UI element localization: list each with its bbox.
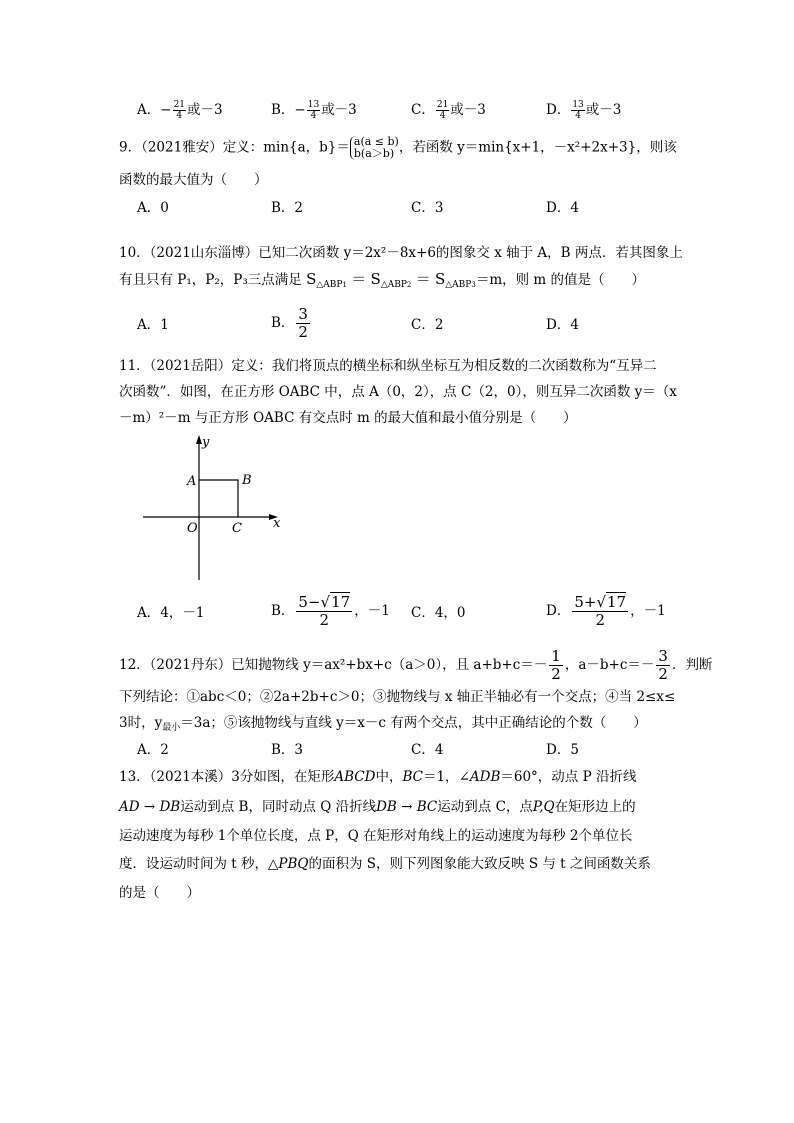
label-b: B	[242, 473, 252, 488]
q9-option-a: A．0	[137, 200, 169, 216]
q13-line4: 度．设运动时间为 t 秒，△PBQ的面积为 S，则下列图象能大致反映 S 与 t 之间函数关系	[119, 856, 651, 872]
q12-option-c: C．4	[411, 742, 444, 758]
fraction: $\frac{5+√17}{2}$	[574, 593, 627, 629]
q13-line2: AD → DB运动到点 B，同时动点 Q 沿折线DB → BC运动到点 C，点P,Q在矩形边上的	[119, 799, 636, 815]
q9-option-c: C．3	[411, 200, 444, 216]
q12-line1: 12．（2021丹东）已知抛物线 y＝ax²+bx+c（a＞0），且 a+b+c＝－ $\frac{1}{2}$ ，a－b+c＝－ $\frac{3}{2}$ ．判断	[119, 647, 713, 683]
q8-option-c: C． $\frac{21}{4}$ 或－3	[411, 100, 486, 121]
fraction: $\frac{3}{2}$	[298, 305, 308, 341]
q11-line3: －m）²－m 与正方形 OABC 有交点时 m 的最大值和最小值分别是（ ）	[119, 410, 577, 426]
q11-line2: 次函数”．如图，在正方形 OABC 中，点 A（0，2），点 C（2，0），则互异二次函数 y＝（x	[119, 384, 677, 400]
label-c: C	[232, 521, 242, 536]
q8-option-a: A．− $\frac{21}{4}$ 或－3	[137, 100, 223, 121]
q9-line2: 函数的最大值为（ ）	[119, 172, 268, 188]
q10-option-b: B． $\frac{3}{2}$	[271, 305, 308, 341]
fraction: $\frac{13}{4}$	[307, 100, 320, 121]
q9-option-b: B．2	[271, 200, 304, 216]
label-y: y	[202, 435, 210, 450]
square-oabc	[199, 480, 238, 517]
q10-line2: 有且只有 P₁，P₂，P₃三点满足 $S_{\triangle ABP1} = S_{\triangle ABP2} = S_{\triangle ABP3}=m$，则 m 的值是（ ）	[119, 270, 646, 290]
q11-option-b: B． $\frac{5-√17}{2}$ ，－1	[271, 593, 390, 629]
q12-line2: 下列结论：①abc＜0；②2a+2b+c＞0；③抛物线与 x 轴正半轴必有一个交点；④当 2≤x≤	[119, 689, 676, 705]
q11-line1: 11．（2021岳阳）定义：我们将顶点的横坐标和纵坐标互为相反数的二次函数称为“互异二	[119, 358, 657, 374]
q9-option-d: D．4	[546, 200, 579, 216]
q10-option-c: C．2	[411, 317, 444, 333]
fraction: $\frac{3}{2}$	[658, 647, 668, 683]
q12-option-d: D．5	[546, 742, 579, 758]
label-a: A	[187, 474, 197, 489]
piecewise-brace: a(a ≤ b) b(a＞b)	[350, 136, 399, 160]
fraction: $\frac{21}{4}$	[436, 100, 449, 121]
q8-option-d: D． $\frac{13}{4}$ 或－3	[546, 100, 622, 121]
q13-line1: 13．（2021本溪）3分如图，在矩形ABCD中，BC＝1，∠ADB＝60°，动点 P 沿折线	[119, 769, 637, 785]
fraction: $\frac{1}{2}$	[551, 647, 561, 683]
q10-option-a: A．1	[137, 317, 169, 333]
q12-line3: 3时，$y_{最小}=3a$；⑤该抛物线与直线 y＝x－c 有两个交点，其中正确结论的个数（ ）	[119, 715, 647, 733]
q11-option-a: A．4，－1	[137, 605, 205, 621]
q11-option-d: D． $\frac{5+√17}{2}$ ，－1	[546, 593, 666, 629]
q11-option-c: C．4，0	[411, 605, 466, 621]
q10-option-d: D．4	[546, 317, 579, 333]
q13-line5: 的是（ ）	[119, 885, 200, 901]
q13-line3: 运动速度为每秒 1个单位长度，点 P，Q 在矩形对角线上的运动速度为每秒 2个单位长	[119, 828, 633, 844]
label-o: O	[187, 521, 198, 536]
fraction: $\frac{13}{4}$	[572, 100, 584, 121]
q10-line1: 10．（2021山东淄博）已知二次函数 y＝2x²－8x+6的图象交 x 轴于 A，B 两点．若其图象上	[119, 245, 683, 261]
q12-option-a: A．2	[137, 742, 169, 758]
q8-option-b: B．− $\frac{13}{4}$ 或－3	[271, 100, 357, 121]
q9-line1: 9．（2021雅安）定义：min{a，b}＝ a(a ≤ b) b(a＞b) ，若函数 y＝min{x+1，－x²+2x+3}，则该	[119, 135, 677, 160]
fraction: $\frac{21}{4}$	[173, 100, 186, 121]
fraction: $\frac{5-√17}{2}$	[298, 593, 351, 629]
q12-option-b: B．3	[271, 742, 304, 758]
label-x: x	[273, 516, 281, 531]
coordinate-figure	[140, 435, 300, 585]
